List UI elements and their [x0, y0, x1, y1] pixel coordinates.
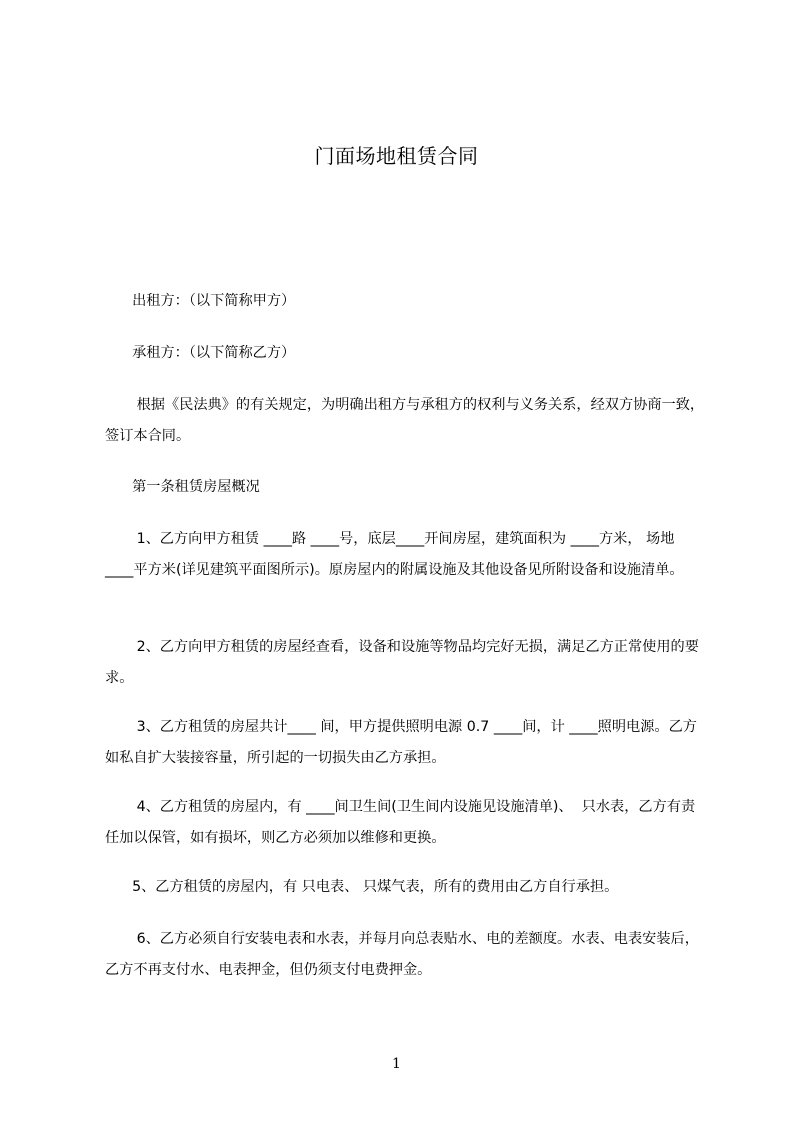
clause-6: 6、乙方必须自行安装电表和水表，并每月向总表贴水、电的差额度。水表、电表安装后，乙方不再支付水、电表押金，但仍须支付电费押金。: [105, 931, 699, 978]
page-number: 1: [392, 1056, 401, 1072]
clause-2: 2、乙方向甲方租赁的房屋经查看，设备和设施等物品均完好无损，满足乙方正常使用的要求。: [105, 639, 699, 686]
lessor-line: 出租方：（以下简称甲方）: [105, 293, 296, 309]
article-heading: 第一条租赁房屋概况: [105, 479, 260, 495]
clause-4: 4、乙方租赁的房屋内，有 ____间卫生间(卫生间内设施见设施清单)、 只水表，乙方有责任加以保管，如有损坏，则乙方必须加以维修和更换。: [105, 799, 696, 846]
preamble-paragraph: 根据《民法典》的有关规定，为明确出租方与承租方的权利与义务关系，经双方协商一致，签订本合同。: [105, 397, 705, 444]
document-title: 门面场地租赁合同: [314, 144, 479, 168]
clause-5: 5、乙方租赁的房屋内，有 只电表、 只煤气表，所有的费用由乙方自行承担。: [105, 879, 619, 895]
lessee-line: 承租方：（以下简称乙方）: [105, 345, 296, 361]
clause-1: 1、乙方向甲方租赁 ____路 ____号，底层____开间房屋，建筑面积为 ____方米， 场地 ____平方米(详见建筑平面图所示)。原房屋内的附属设施及其他设备见所附设备和设施清单。: [105, 531, 688, 578]
clause-3: 3、乙方租赁的房屋共计____ 间，甲方提供照明电源 0.7 ____间，计 ____照明电源。乙方如私自扩大装接容量，所引起的一切损失由乙方承担。: [105, 719, 697, 766]
